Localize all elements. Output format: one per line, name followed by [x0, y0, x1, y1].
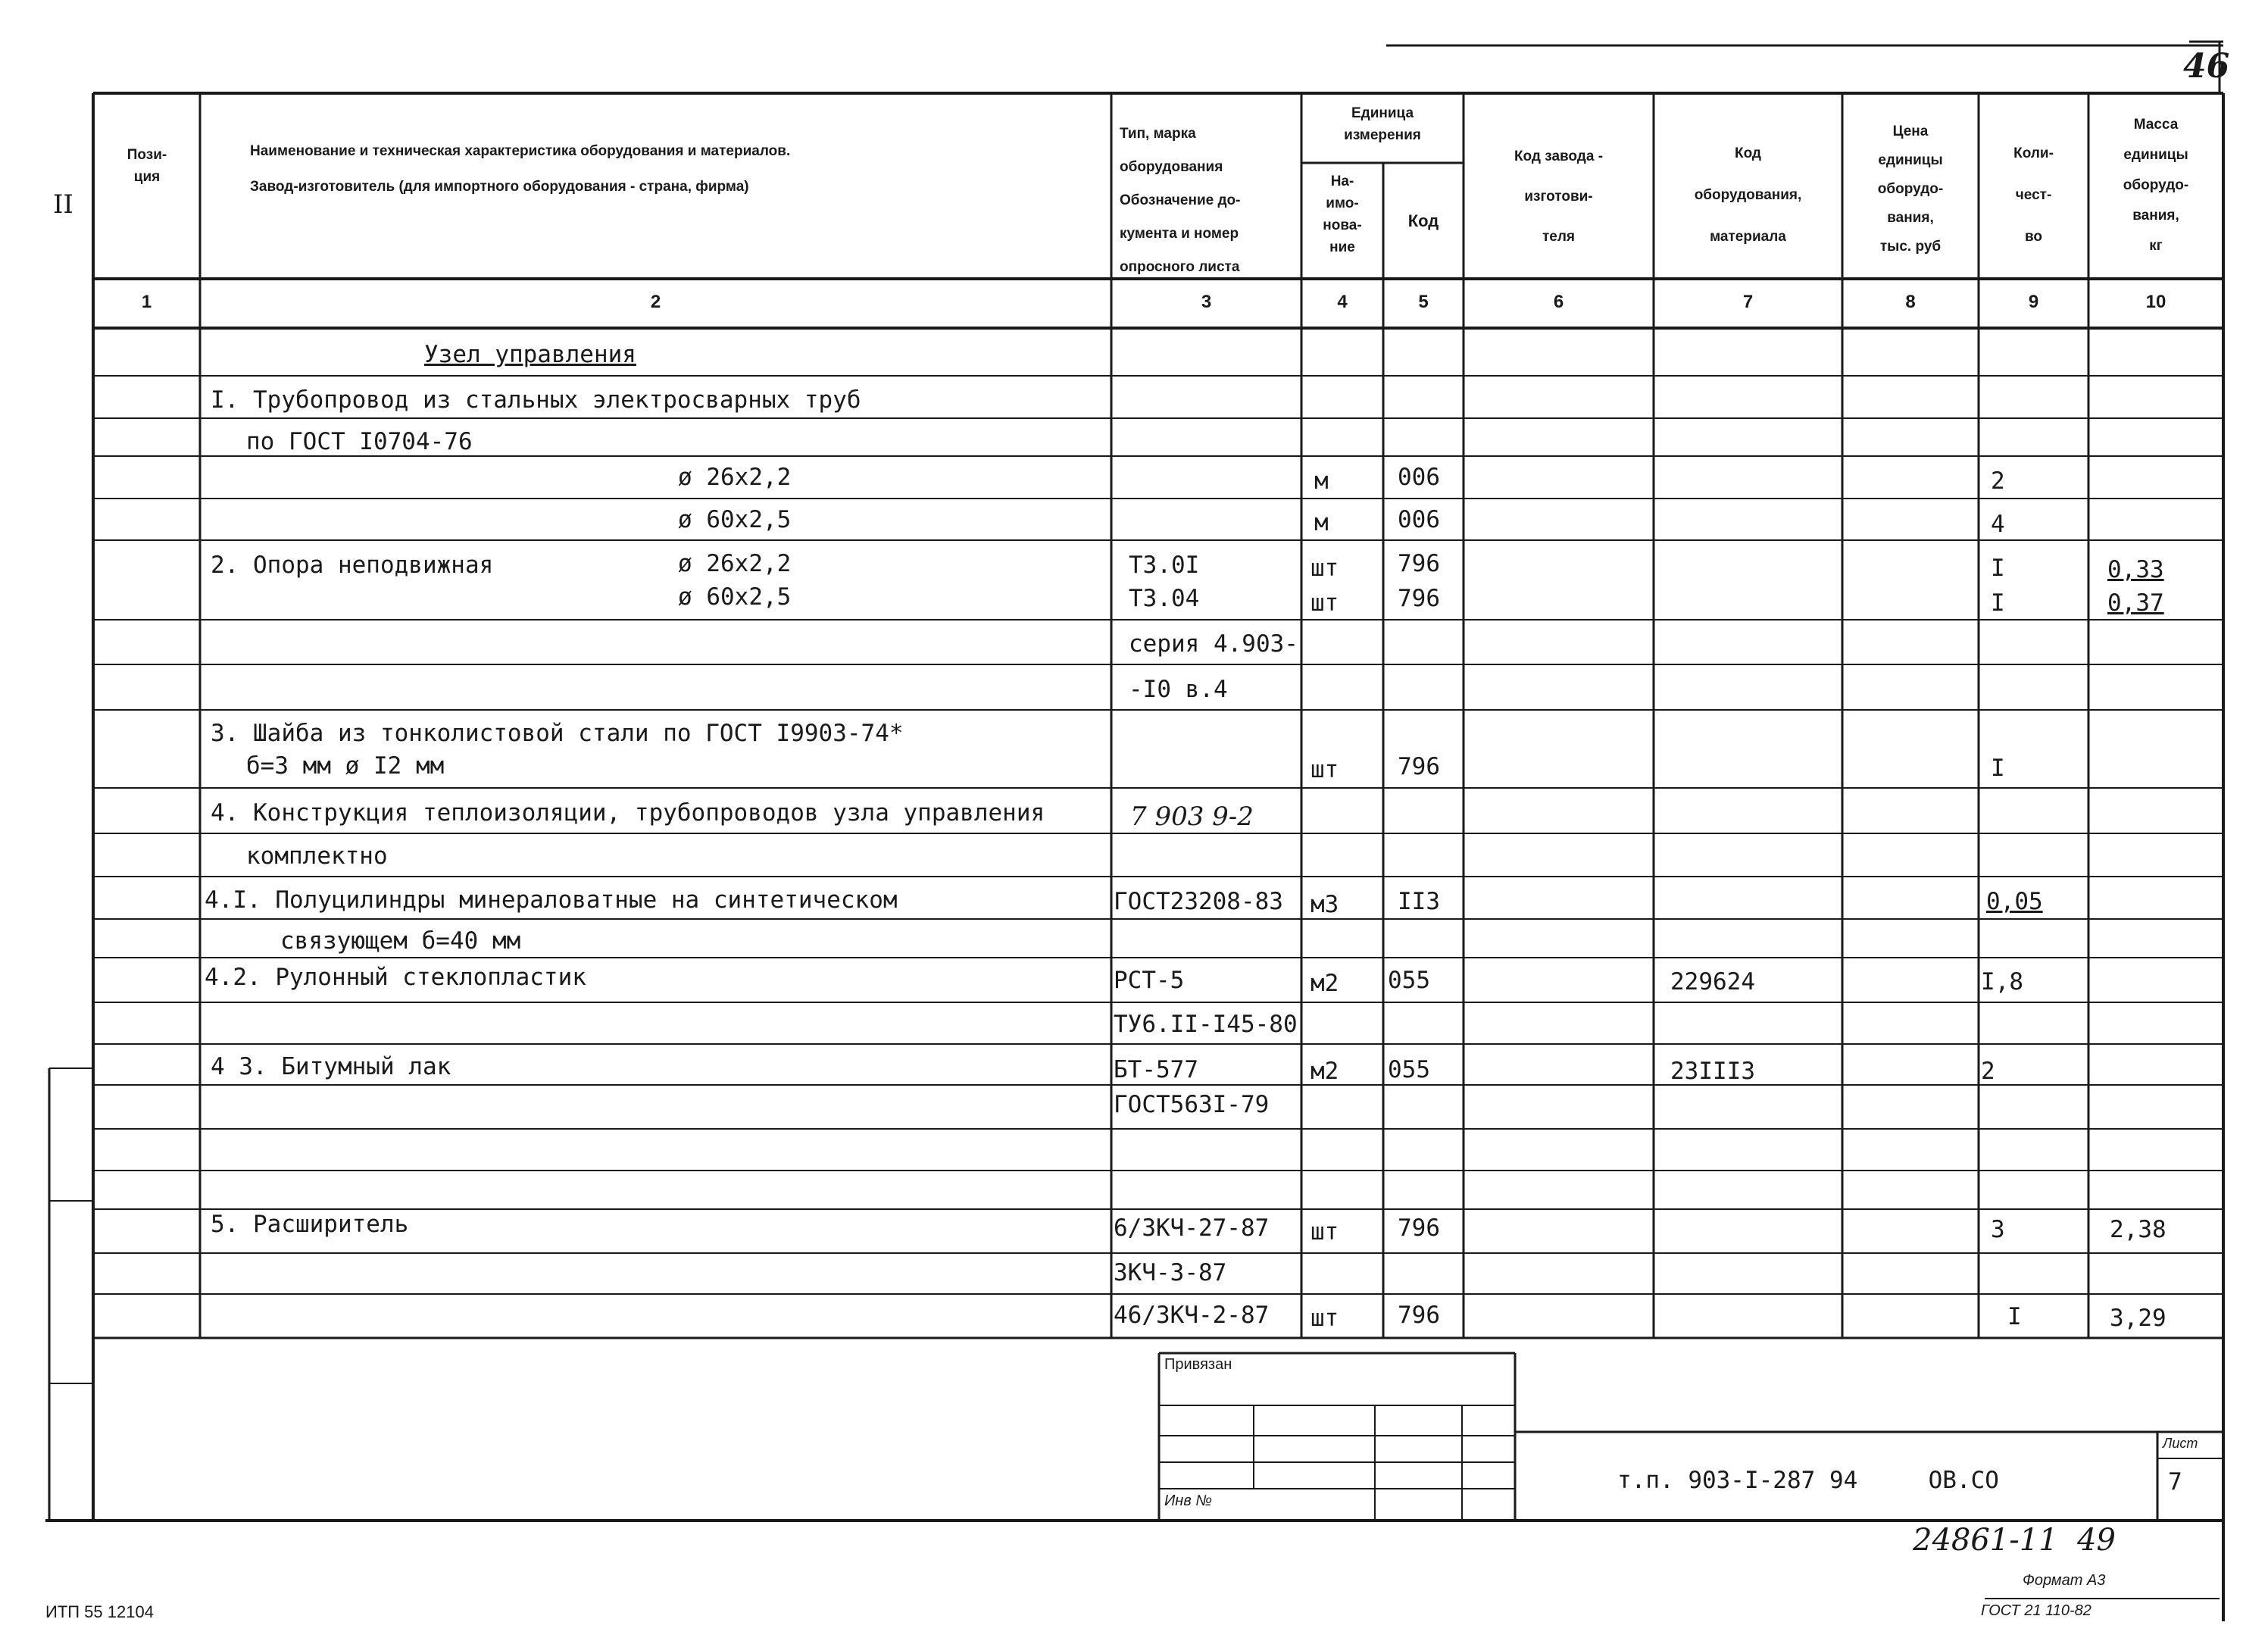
unit-cell: м [1314, 467, 1329, 495]
margin-number: II [53, 189, 73, 220]
item-size: ø 26x2,2 [678, 550, 792, 577]
qty-cell: 2 [1991, 467, 2005, 495]
qty-cell: 2 [1981, 1058, 1995, 1085]
header-col6: Код завода - изготови- теля [1514, 148, 1604, 245]
item-size: ø 26x2,2 [678, 464, 792, 491]
type-cell: ТУ6.II-I45-80 [1114, 1011, 1298, 1038]
inv-label: Инв № [1164, 1493, 1212, 1509]
code-cell: 006 [1398, 464, 1440, 491]
col-number: 1 [141, 292, 152, 312]
col-number: 6 [1553, 292, 1564, 312]
type-cell: серия 4.903- [1129, 630, 1298, 658]
item-name: 5. Расширитель [211, 1211, 409, 1238]
header-col5: Код [1407, 211, 1439, 230]
type-cell: -I0 в.4 [1129, 676, 1228, 703]
col-number: 8 [1905, 292, 1916, 312]
section-title: Узел управления [424, 341, 636, 368]
code-cell: 055 [1388, 967, 1430, 994]
qty-cell: 4 [1991, 511, 2005, 538]
item-name: 2. Опора неподвижная [211, 552, 494, 579]
type-cell: Т3.04 [1129, 585, 1200, 612]
code-cell: 796 [1398, 550, 1440, 577]
attached-label: Привязан [1164, 1356, 1232, 1373]
document-code: т.п. 903-I-287 94 ОВ.СО [1617, 1467, 1999, 1494]
unit-cell: шт [1311, 555, 1339, 582]
item-name: 4. Конструкция теплоизоляции, трубопроводов узла управления [211, 799, 1045, 827]
header-col2: Наименование и техническая характеристика оборудования и материалов. Завод-изготовитель (для импортного оборудования - страна, фирма) [250, 143, 791, 195]
type-cell: РСТ-5 [1114, 967, 1185, 994]
item-name: связующем б=40 мм [280, 927, 521, 955]
code-cell: 055 [1388, 1056, 1430, 1083]
type-cell: 46/3КЧ-2-87 [1114, 1302, 1270, 1329]
header-col10: Масса единицы оборудо- вания, кг [2123, 117, 2189, 254]
mass-cell: 0,33 [2107, 556, 2164, 583]
unit-cell: м3 [1311, 891, 1339, 918]
col-number: 9 [2028, 292, 2039, 312]
col-number: 2 [650, 292, 661, 312]
archive-number: 24861-11 49 [1913, 1523, 2116, 1558]
item-name: б=3 мм ø I2 мм [246, 752, 445, 780]
col-number: 10 [2145, 292, 2166, 312]
type-cell: 3КЧ-3-87 [1114, 1259, 1227, 1286]
code7-cell: 229624 [1670, 968, 1755, 996]
unit-cell: шт [1311, 1305, 1339, 1332]
col-number: 3 [1201, 292, 1212, 312]
code-cell: 006 [1398, 506, 1440, 533]
item-name: по ГОСТ I0704-76 [246, 428, 473, 455]
code-cell: 796 [1398, 1302, 1440, 1329]
item-size: ø 60x2,5 [678, 583, 792, 611]
code-cell: 796 [1398, 1214, 1440, 1242]
unit-cell: шт [1311, 589, 1339, 617]
type-cell: БТ-577 [1114, 1056, 1198, 1083]
type-cell: Т3.0I [1129, 552, 1200, 579]
qty-cell: I [1991, 755, 2005, 782]
sheet-number: 7 [2168, 1468, 2182, 1496]
type-cell-handwritten: 7 903 9-2 [1130, 802, 1254, 832]
qty-cell: I,8 [1981, 968, 2023, 996]
unit-cell: м [1314, 509, 1329, 536]
col-number: 7 [1742, 292, 1754, 312]
header-col7: Код оборудования, материала [1694, 145, 1802, 245]
code7-cell: 23III3 [1670, 1058, 1755, 1085]
mass-cell: 2,38 [2110, 1216, 2166, 1243]
item-name: 4.I. Полуцилиндры минераловатные на синтетическом [205, 886, 898, 914]
qty-cell: 3 [1991, 1216, 2005, 1243]
type-cell: 6/3КЧ-27-87 [1114, 1214, 1270, 1242]
item-name: 4.2. Рулонный стеклопластик [205, 964, 586, 991]
unit-cell: м2 [1311, 1058, 1339, 1085]
corner-page-number: 46 [2183, 47, 2230, 86]
mass-cell: 3,29 [2110, 1305, 2166, 1332]
col-number: 5 [1418, 292, 1429, 312]
header-unit-group: Единица измерения [1344, 105, 1421, 144]
type-cell: ГОСТ563I-79 [1114, 1091, 1270, 1118]
item-name: 4 3. Битумный лак [211, 1053, 451, 1080]
item-name: I. Трубопровод из стальных электросварных труб [211, 386, 861, 414]
header-col3: Тип, марка оборудования Обозначение до- кумента и номер опросного листа [1120, 126, 1241, 275]
mass-cell: 0,37 [2107, 589, 2164, 617]
qty-cell: I [1991, 589, 2005, 617]
code-cell: 796 [1398, 753, 1440, 780]
item-name: комплектно [246, 842, 388, 870]
header-col9: Коли- чест- во [2013, 145, 2054, 245]
header-col8: Цена единицы оборудо- вания, тыс. руб [1877, 123, 1944, 255]
unit-cell: м2 [1311, 970, 1339, 997]
item-name: 3. Шайба из тонколистовой стали по ГОСТ I9903-74* [211, 720, 904, 747]
qty-cell: I [2007, 1303, 2022, 1330]
sheet-label: Лист [2163, 1436, 2198, 1451]
right-footer: ГОСТ 21 110-82 [1981, 1602, 2091, 1619]
item-size: ø 60x2,5 [678, 506, 792, 533]
unit-cell: шт [1311, 1218, 1339, 1246]
type-cell: ГОСТ23208-83 [1114, 888, 1283, 915]
code-cell: II3 [1398, 888, 1440, 915]
code-cell: 796 [1398, 585, 1440, 612]
header-col4: На- имо- нова- ние [1323, 173, 1362, 255]
col-number: 4 [1337, 292, 1348, 312]
left-footer: ИТП 55 12104 [45, 1602, 154, 1621]
unit-cell: шт [1311, 756, 1339, 783]
qty-cell: 0,05 [1986, 888, 2043, 915]
qty-cell: I [1991, 555, 2005, 582]
header-col1: Пози- ция [127, 147, 167, 186]
format-label: Формат А3 [2023, 1572, 2106, 1589]
